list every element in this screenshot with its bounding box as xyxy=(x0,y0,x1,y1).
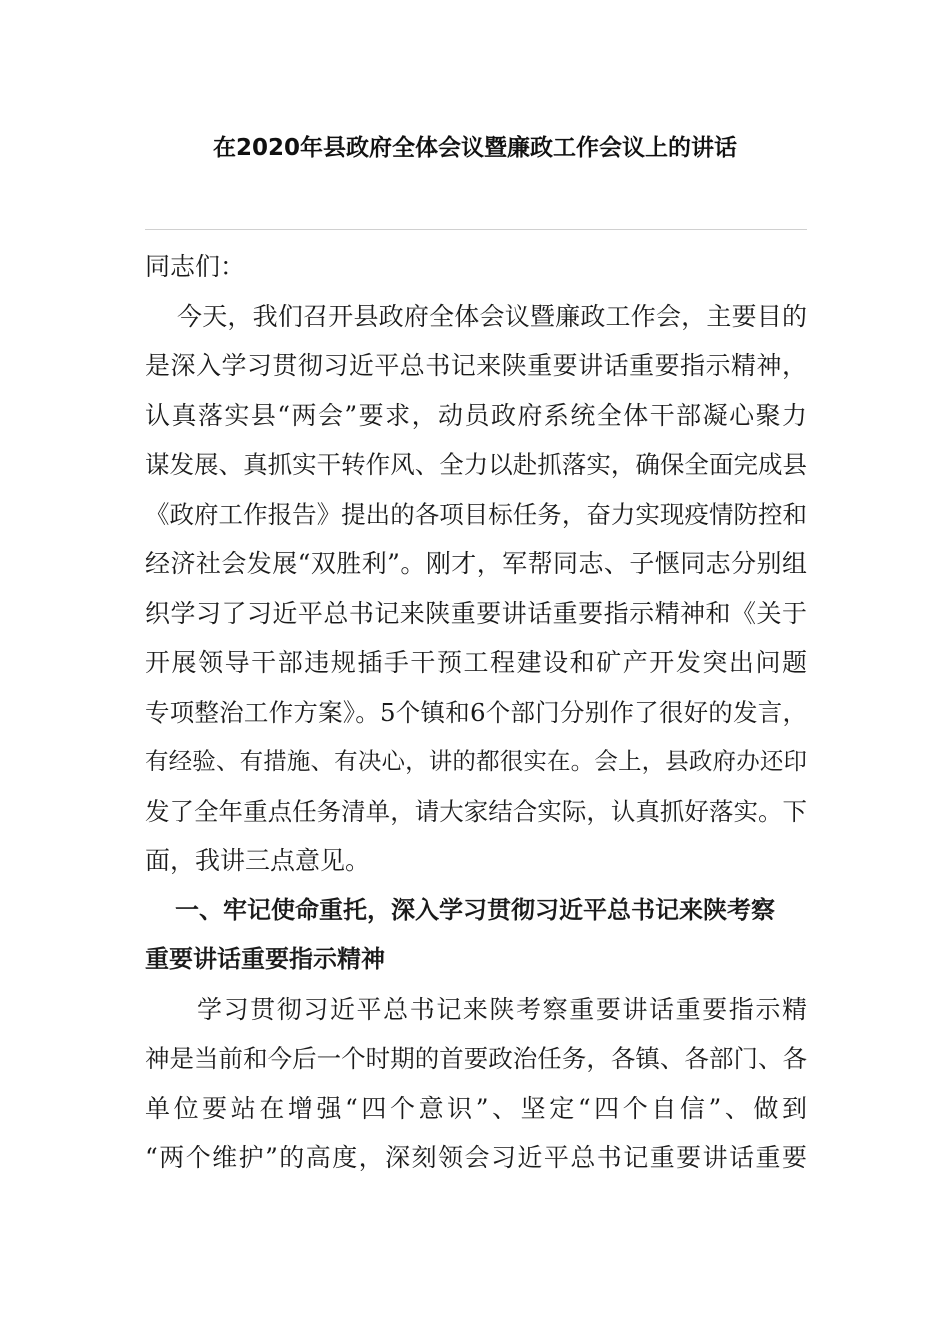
paragraph-line: 认真落实县“两会”要求，动员政府系统全体干部凝心聚力 xyxy=(145,400,807,430)
salutation: 同志们： xyxy=(145,252,246,281)
section-heading-1 xyxy=(145,886,807,985)
paragraph-line: 是深入学习贯彻习近平总书记来陕重要讲话重要指示精神， xyxy=(145,351,807,380)
paragraph-line: 《政府工作报告》提出的各项目标任务，奋力实现疫情防控和 xyxy=(145,499,807,529)
paragraph-line: 专项整治工作方案》。5个镇和6个部门分别作了很好的发言， xyxy=(145,697,807,727)
paragraph-line: “两个维护”的高度，深刻领会习近平总书记重要讲话重要 xyxy=(145,1143,807,1172)
paragraph-line: 面，我讲三点意见。 xyxy=(145,846,371,875)
paragraph-line: 织学习了习近平总书记来陕重要讲话重要指示精神和《关于 xyxy=(145,598,807,628)
paragraph-line: 学习贯彻习近平总书记来陕考察重要讲话重要指示精 xyxy=(197,994,807,1024)
paragraph-line: 发了全年重点任务清单，请大家结合实际，认真抓好落实。下 xyxy=(145,796,807,826)
paragraph-line: 今天，我们召开县政府全体会议暨廉政工作会，主要目的 xyxy=(177,301,807,331)
paragraph-section-1 xyxy=(145,985,807,1183)
document-title: 在2020年县政府全体会议暨廉政工作会议上的讲话 xyxy=(212,135,737,161)
paragraph-line: 单位要站在增强“四个意识”、坚定“四个自信”、做到 xyxy=(145,1093,807,1123)
paragraph-line: 神是当前和今后一个时期的首要政治任务，各镇、各部门、各 xyxy=(145,1044,807,1073)
title-divider xyxy=(145,229,807,230)
heading-line: 一、牢记使命重托，深入学习贯彻习近平总书记来陕考察 xyxy=(175,895,775,924)
paragraph-line: 开展领导干部违规插手干预工程建设和矿产开发突出问题 xyxy=(145,648,807,677)
paragraph-line: 谋发展、真抓实干转作风、全力以赴抓落实，确保全面完成县 xyxy=(145,450,807,479)
paragraph-opening xyxy=(145,292,807,886)
document-body xyxy=(145,242,807,1183)
heading-line: 重要讲话重要指示精神 xyxy=(145,945,385,973)
paragraph-line: 有经验、有措施、有决心，讲的都很实在。会上，县政府办还印 xyxy=(145,747,807,775)
paragraph-line: 经济社会发展“双胜利”。刚才，军帮同志、子惬同志分别组 xyxy=(145,549,807,578)
